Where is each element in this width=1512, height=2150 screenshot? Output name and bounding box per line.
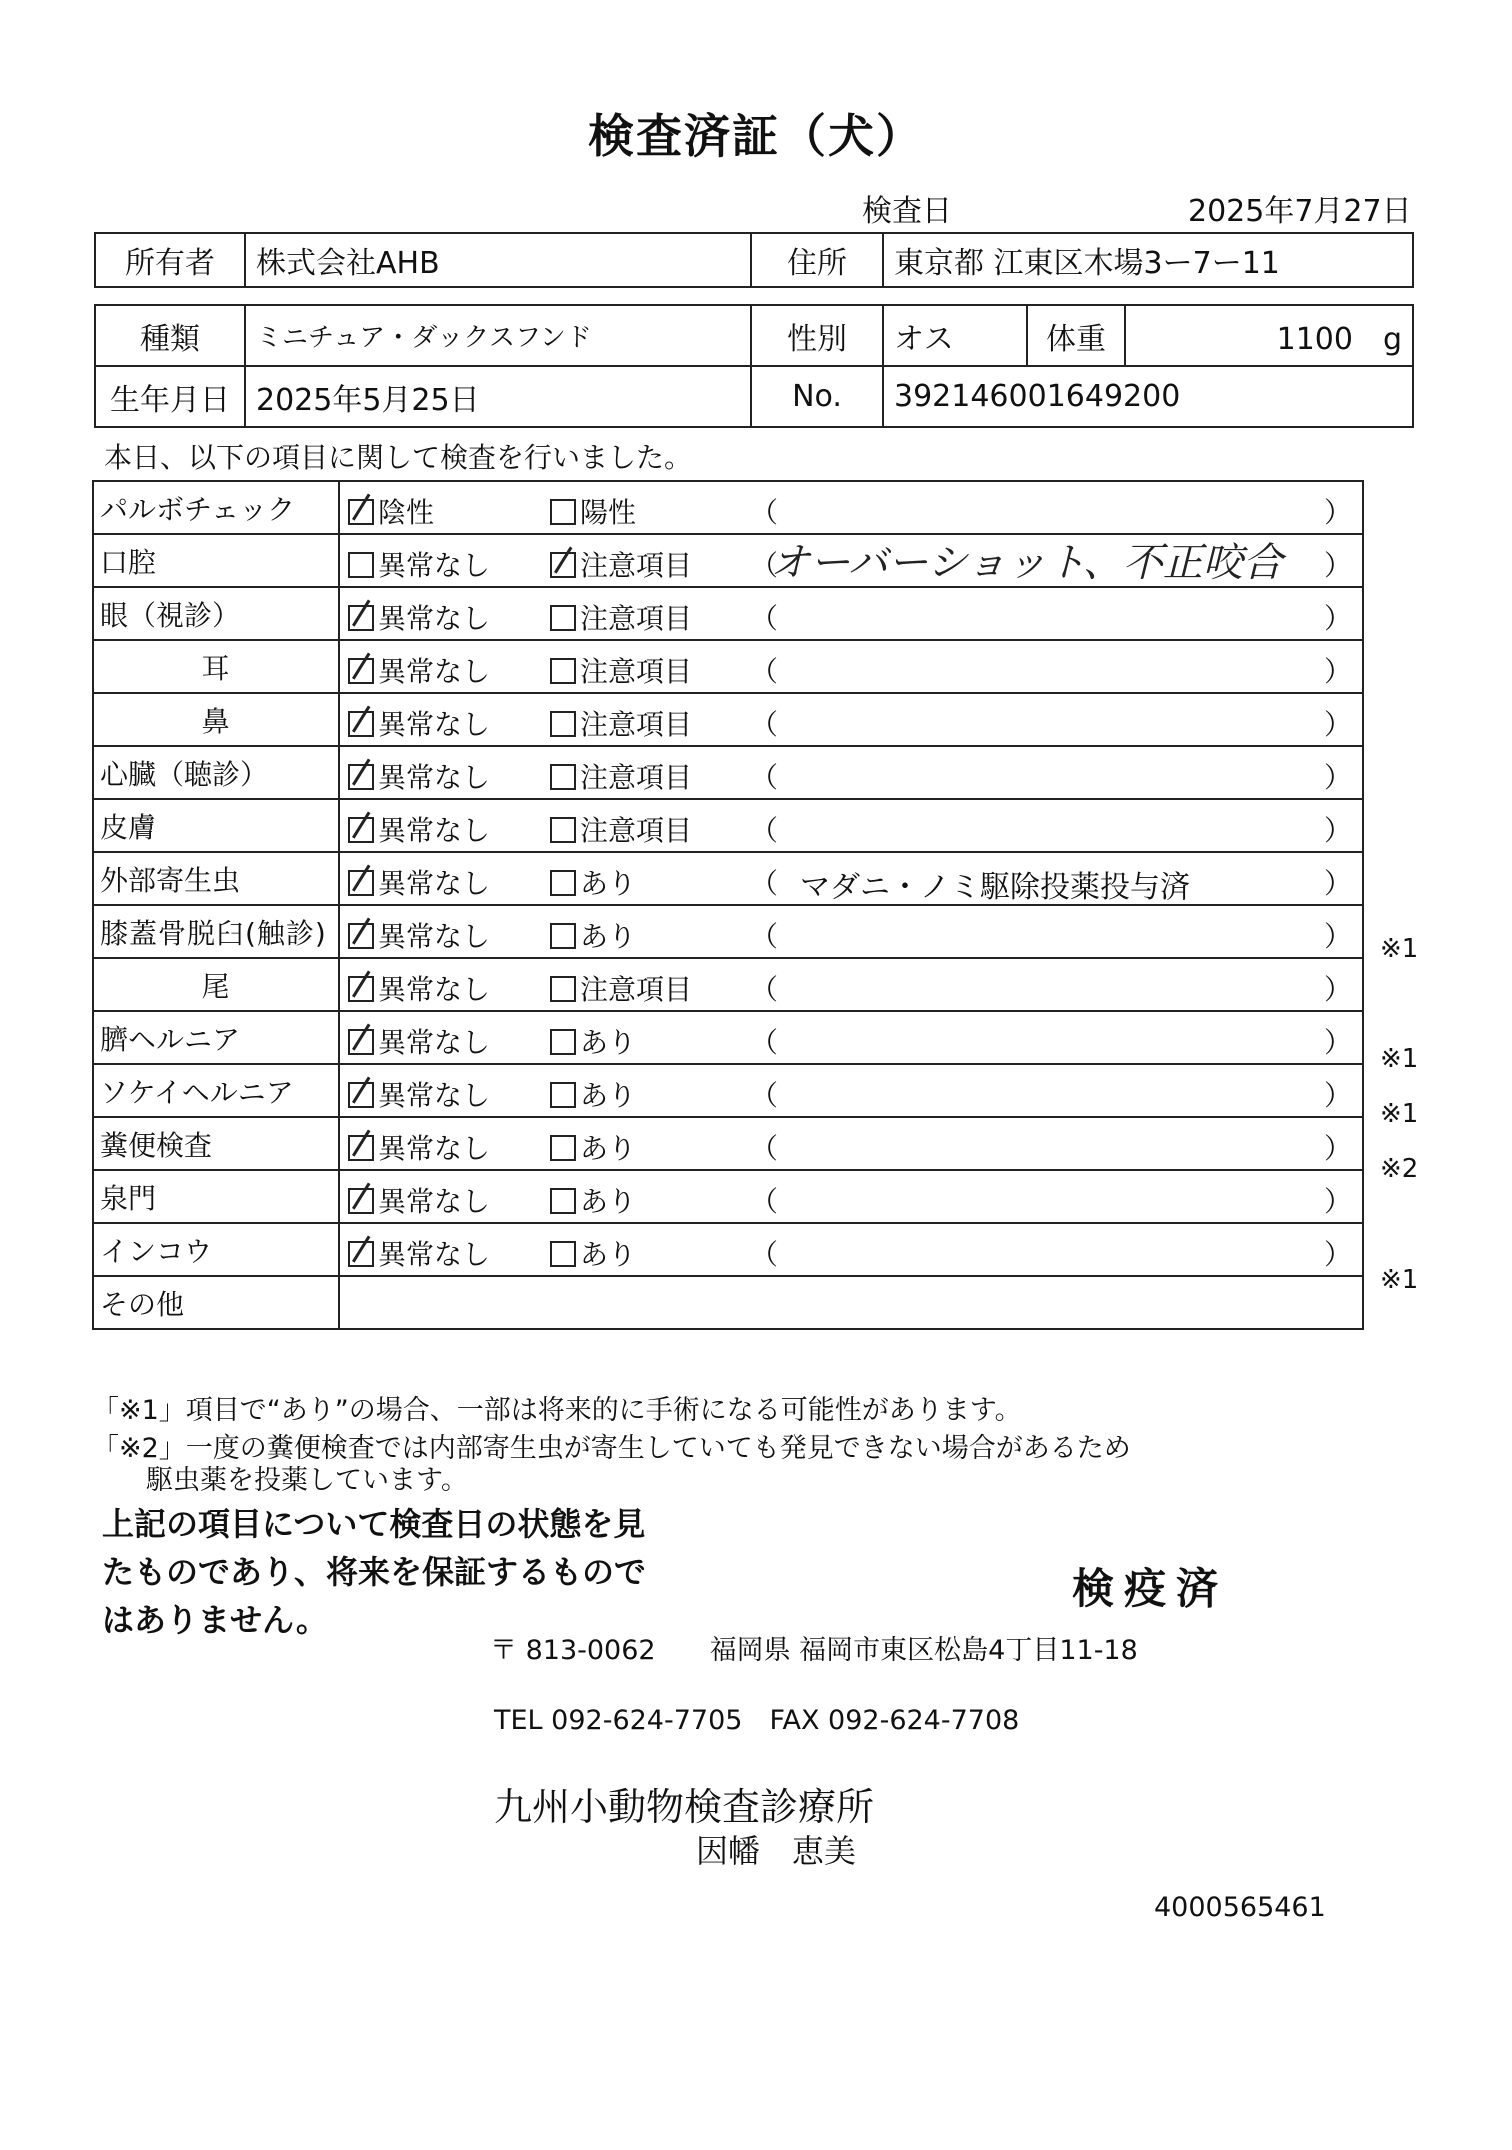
checkbox-icon[interactable] (550, 1241, 576, 1267)
paren-close: ） (1323, 708, 1352, 741)
exam-item-label-text: ソケイヘルニア (100, 1075, 294, 1109)
intro-text: 本日、以下の項目に関して検査を行いました。 (104, 441, 693, 474)
option-2-label: 注意項目 (580, 814, 693, 847)
exam-item-label-text: 外部寄生虫 (100, 863, 241, 897)
exam-row (93, 1170, 1363, 1223)
pet-table (94, 304, 1414, 428)
exam-table (92, 480, 1364, 1330)
checkbox-icon[interactable] (550, 1135, 576, 1161)
exam-item-result (339, 799, 1363, 852)
exam-item-result (339, 1011, 1363, 1064)
exam-item-result (339, 534, 1363, 587)
paren-close: ） (1323, 1185, 1352, 1218)
paren-open: （ (750, 496, 779, 529)
exam-item-label-text: 心臓（聴診） (100, 757, 269, 791)
exam-row (93, 534, 1363, 587)
no-label: No. (751, 366, 883, 427)
option-1[interactable] (348, 968, 490, 1008)
option-2-label: あり (580, 1238, 637, 1271)
exam-item-label-text: 膝蓋骨脱臼(触診) (100, 916, 327, 950)
option-1[interactable] (348, 1021, 490, 1061)
option-1[interactable] (348, 1074, 490, 1114)
weight-value: 1100 g (1125, 305, 1413, 366)
exam-item-result (339, 587, 1363, 640)
option-2-label: 注意項目 (580, 602, 693, 635)
paren-open: （ (750, 1238, 779, 1271)
option-2-label: あり (580, 867, 637, 900)
option-2-label: 注意項目 (580, 973, 693, 1006)
exam-item-label (93, 693, 339, 746)
checkbox-icon[interactable] (550, 658, 576, 684)
paren-close: ） (1323, 1132, 1352, 1165)
footnote-mark: ※1 (1380, 1044, 1419, 1074)
exam-row (93, 746, 1363, 799)
paren-open: （ (750, 1132, 779, 1165)
footnote-mark: ※1 (1380, 933, 1419, 964)
clinic-tel-fax: TEL 092-624-7705 FAX 092-624-7708 (494, 1705, 1020, 1736)
address-label: 住所 (751, 233, 883, 287)
option-2[interactable] (550, 597, 692, 637)
option-2-label: 注意項目 (580, 761, 693, 794)
option-2[interactable] (550, 703, 692, 743)
note-2: 「※2」一度の糞便検査では内部寄生虫が寄生していても発見できない場合があるため (92, 1433, 1131, 1464)
option-2-label: 陽性 (580, 496, 637, 529)
paren-close: ） (1323, 549, 1352, 582)
breed-label: 種類 (95, 305, 245, 366)
option-1[interactable] (348, 915, 490, 955)
paren-close: ） (1323, 814, 1352, 847)
option-2[interactable] (550, 915, 636, 955)
checkbox-icon[interactable] (348, 1135, 374, 1161)
exam-item-label-text: その他 (100, 1287, 185, 1321)
option-2[interactable] (550, 1021, 636, 1061)
exam-item-label-text: 口腔 (100, 545, 157, 579)
option-2-label: あり (580, 1079, 637, 1112)
paren-close: ） (1323, 1079, 1352, 1112)
option-1-label: 異常なし (378, 1185, 491, 1218)
exam-item-label (93, 905, 339, 958)
option-1[interactable] (348, 544, 490, 584)
checkbox-icon[interactable] (348, 552, 374, 578)
footnote-mark: ※1 (1380, 1264, 1419, 1295)
exam-item-label-text: 眼（視診） (100, 598, 241, 632)
option-1-label: 異常なし (378, 761, 491, 794)
owner-table (94, 232, 1414, 288)
owner-label: 所有者 (95, 233, 245, 287)
document-number: 4000565461 (1154, 1892, 1326, 1923)
exam-item-label-text: 糞便検査 (100, 1128, 213, 1162)
exam-note: マダニ・ノミ駆除投薬投与済 (800, 870, 1190, 905)
checkbox-icon[interactable] (348, 499, 374, 525)
exam-item-label-text: 皮膚 (100, 810, 157, 844)
checkbox-icon[interactable] (348, 658, 374, 684)
exam-row (93, 1117, 1363, 1170)
clinic-name: 九州小動物検査診療所 (494, 1785, 875, 1829)
option-2[interactable] (550, 544, 692, 584)
exam-date-label: 検査日 (862, 194, 952, 229)
exam-item-label (93, 1170, 339, 1223)
option-2-label: あり (580, 1026, 637, 1059)
checkbox-icon[interactable] (348, 711, 374, 737)
option-2[interactable] (550, 491, 636, 531)
paren-open: （ (750, 1079, 779, 1112)
option-1[interactable] (348, 703, 490, 743)
checkbox-icon[interactable] (348, 1082, 374, 1108)
option-2-label: あり (580, 1185, 637, 1218)
paren-open: （ (750, 602, 779, 635)
exam-item-label (93, 746, 339, 799)
exam-item-label (93, 1276, 339, 1329)
exam-item-result (339, 1170, 1363, 1223)
option-2[interactable] (550, 1233, 636, 1273)
option-1-label: 異常なし (378, 1079, 491, 1112)
exam-row (93, 905, 1363, 958)
weight-label: 体重 (1027, 305, 1125, 366)
birth-label: 生年月日 (95, 366, 245, 427)
other-notes-field (339, 1276, 1363, 1329)
option-2[interactable] (550, 1127, 636, 1167)
option-2[interactable] (550, 756, 692, 796)
checkbox-icon[interactable] (348, 1241, 374, 1267)
option-1[interactable] (348, 597, 490, 637)
option-1-label: 異常なし (378, 1026, 491, 1059)
paren-close: ） (1323, 1238, 1352, 1271)
option-2-label: 注意項目 (580, 549, 693, 582)
paren-open: （ (750, 761, 779, 794)
paren-close: ） (1323, 496, 1352, 529)
breed-value: ミニチュア・ダックスフンド (245, 305, 751, 366)
option-2[interactable] (550, 650, 692, 690)
exam-item-label-text: インコウ (100, 1234, 213, 1268)
exam-item-result (339, 958, 1363, 1011)
exam-item-result (339, 1064, 1363, 1117)
exam-item-label (93, 587, 339, 640)
checkbox-icon[interactable] (550, 976, 576, 1002)
exam-row (93, 852, 1363, 905)
checkbox-icon[interactable] (348, 817, 374, 843)
exam-item-label-text: 鼻 (201, 704, 231, 738)
option-1[interactable] (348, 1233, 490, 1273)
sex-value: オス (883, 305, 1027, 366)
exam-row (93, 587, 1363, 640)
option-1-label: 異常なし (378, 867, 491, 900)
checkbox-icon[interactable] (550, 870, 576, 896)
veterinarian-name: 因幡 恵美 (696, 1832, 857, 1870)
exam-item-label (93, 1117, 339, 1170)
option-1-label: 異常なし (378, 973, 491, 1006)
paren-close: ） (1323, 867, 1352, 900)
option-1-label: 異常なし (378, 1132, 491, 1165)
checkbox-icon[interactable] (348, 1029, 374, 1055)
exam-item-result (339, 693, 1363, 746)
exam-item-result (339, 1117, 1363, 1170)
exam-row (93, 481, 1363, 534)
exam-row (93, 1064, 1363, 1117)
birth-value: 2025年5月25日 (245, 366, 751, 427)
page-title: 検査済証（犬） (588, 109, 924, 163)
exam-item-label (93, 799, 339, 852)
paren-close: ） (1323, 1026, 1352, 1059)
option-1[interactable] (348, 862, 490, 902)
exam-item-label (93, 534, 339, 587)
no-value: 392146001649200 (883, 366, 1413, 427)
option-1-label: 異常なし (378, 655, 491, 688)
note-1: 「※1」項目で“あり”の場合、一部は将来的に手術になる可能性があります。 (92, 1395, 1022, 1426)
exam-item-label-text: 臍ヘルニア (100, 1022, 241, 1056)
checkbox-icon[interactable] (550, 764, 576, 790)
checkbox-icon[interactable] (348, 923, 374, 949)
checkbox-icon[interactable] (348, 764, 374, 790)
paren-open: （ (750, 1026, 779, 1059)
exam-row (93, 799, 1363, 852)
exam-item-label (93, 1223, 339, 1276)
exam-item-result (339, 905, 1363, 958)
option-1-label: 陰性 (378, 496, 435, 529)
clinic-address: 〒 813-0062 福岡県 福岡市東区松島4丁目11-18 (490, 1635, 1138, 1666)
exam-item-label (93, 640, 339, 693)
checkbox-icon[interactable] (550, 1082, 576, 1108)
sex-label: 性別 (751, 305, 883, 366)
option-1-label: 異常なし (378, 1238, 491, 1271)
paren-open: （ (750, 549, 779, 582)
exam-item-label (93, 481, 339, 534)
checkbox-icon[interactable] (550, 1029, 576, 1055)
paren-open: （ (750, 920, 779, 953)
exam-row (93, 693, 1363, 746)
option-1-label: 異常なし (378, 920, 491, 953)
checkbox-icon[interactable] (550, 499, 576, 525)
option-2[interactable] (550, 1074, 636, 1114)
paren-close: ） (1323, 602, 1352, 635)
option-2-label: あり (580, 920, 637, 953)
exam-row (93, 1223, 1363, 1276)
exam-item-result (339, 1223, 1363, 1276)
exam-item-result (339, 640, 1363, 693)
option-1[interactable] (348, 491, 434, 531)
exam-item-result (339, 481, 1363, 534)
paren-open: （ (750, 655, 779, 688)
exam-item-label-text: 尾 (201, 969, 231, 1003)
paren-open: （ (750, 867, 779, 900)
handwritten-note: オーバーショット、不正咬合 (770, 540, 1283, 586)
paren-open: （ (750, 1185, 779, 1218)
checkbox-icon[interactable] (348, 1188, 374, 1214)
option-1-label: 異常なし (378, 708, 491, 741)
exam-date-value: 2025年7月27日 (1188, 194, 1412, 229)
checkbox-icon[interactable] (550, 817, 576, 843)
option-1[interactable] (348, 809, 490, 849)
paren-close: ） (1323, 761, 1352, 794)
exam-item-label (93, 1011, 339, 1064)
option-2-label: 注意項目 (580, 655, 693, 688)
option-1-label: 異常なし (378, 602, 491, 635)
option-1-label: 異常なし (378, 549, 491, 582)
option-1-label: 異常なし (378, 814, 491, 847)
option-2[interactable] (550, 862, 636, 902)
checkbox-icon[interactable] (550, 552, 576, 578)
owner-value: 株式会社AHB (245, 233, 751, 287)
checkbox-icon[interactable] (550, 605, 576, 631)
checkbox-icon[interactable] (550, 1188, 576, 1214)
option-2-label: あり (580, 1132, 637, 1165)
checkbox-icon[interactable] (348, 870, 374, 896)
exam-item-label (93, 852, 339, 905)
option-1[interactable] (348, 1180, 490, 1220)
exam-item-label-text: パルボチェック (100, 492, 296, 526)
checkbox-icon[interactable] (550, 711, 576, 737)
quarantine-stamp: 検疫済 (1072, 1564, 1229, 1613)
option-2-label: 注意項目 (580, 708, 693, 741)
footnote-mark: ※1 (1380, 1099, 1419, 1130)
exam-item-result (339, 852, 1363, 905)
exam-item-label-text: 耳 (201, 651, 231, 685)
footnote-mark: ※2 (1380, 1154, 1419, 1185)
option-2[interactable] (550, 968, 692, 1008)
exam-row (93, 1276, 1363, 1329)
paren-open: （ (750, 814, 779, 847)
exam-item-label (93, 1064, 339, 1117)
exam-item-label-text: 泉門 (100, 1181, 157, 1215)
note-3: 駆虫薬を投薬しています。 (92, 1465, 468, 1496)
paren-close: ） (1323, 973, 1352, 1006)
paren-close: ） (1323, 655, 1352, 688)
checkbox-icon[interactable] (348, 605, 374, 631)
checkbox-icon[interactable] (550, 923, 576, 949)
disclaimer: 上記の項目について検査日の状態を見たものであり、将来を保証するものではありません。 (102, 1505, 647, 1639)
option-1[interactable] (348, 1127, 490, 1167)
exam-row (93, 958, 1363, 1011)
exam-row (93, 1011, 1363, 1064)
checkbox-icon[interactable] (348, 976, 374, 1002)
option-1[interactable] (348, 650, 490, 690)
paren-close: ） (1323, 920, 1352, 953)
option-2[interactable] (550, 809, 692, 849)
address-value: 東京都 江東区木場3ー7ー11 (883, 233, 1413, 287)
exam-row (93, 640, 1363, 693)
exam-item-result (339, 746, 1363, 799)
option-2[interactable] (550, 1180, 636, 1220)
option-1[interactable] (348, 756, 490, 796)
exam-item-label (93, 958, 339, 1011)
paren-open: （ (750, 973, 779, 1006)
paren-open: （ (750, 708, 779, 741)
